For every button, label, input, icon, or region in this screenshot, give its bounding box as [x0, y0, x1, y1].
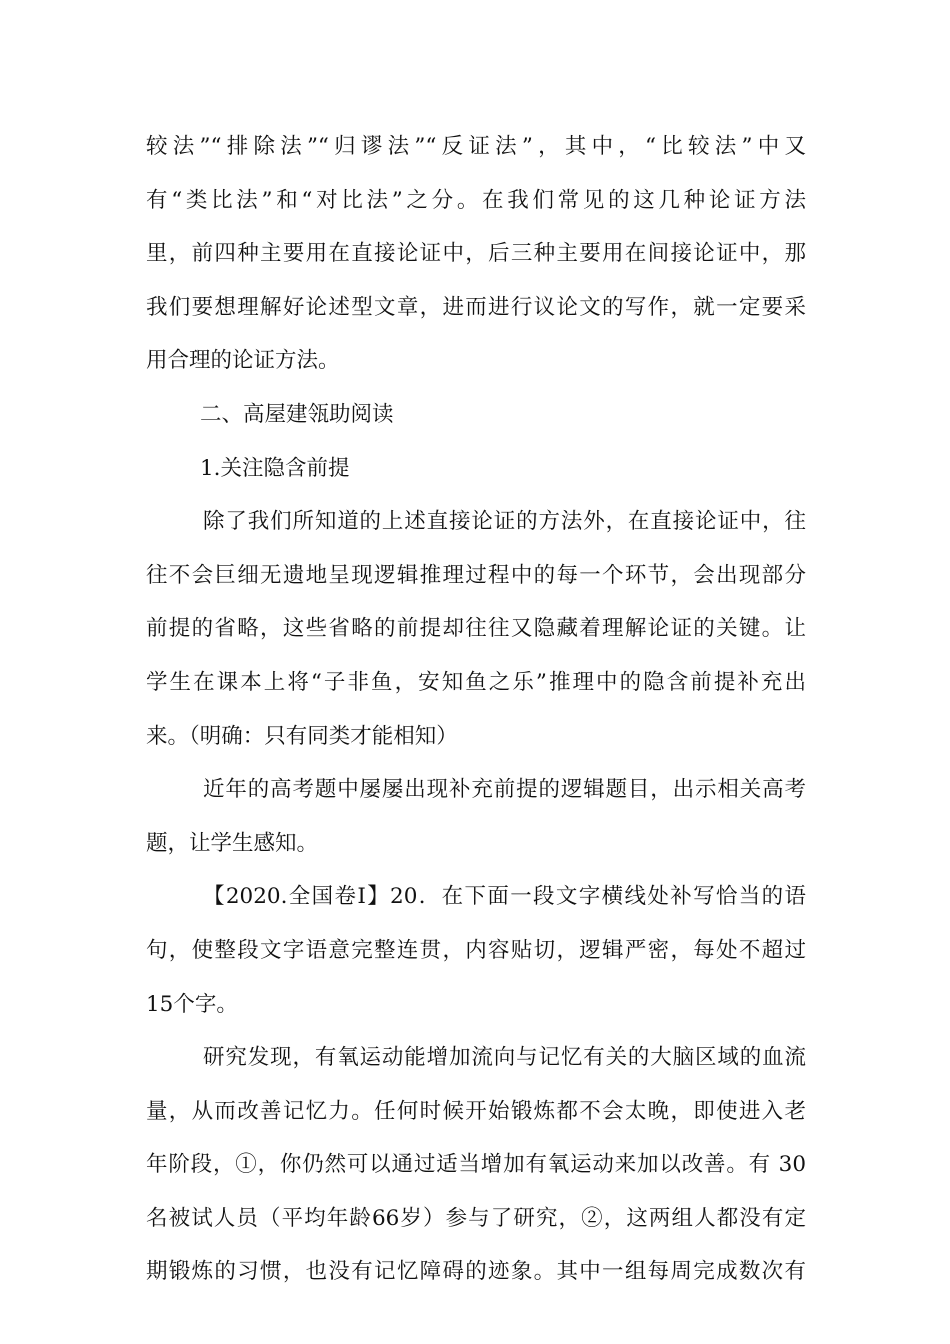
text-line: 往不会巨细无遗地呈现逻辑推理过程中的每一个环节，会出现部分	[146, 562, 806, 588]
text-line: 我们要想理解好论述型文章，进而进行议论文的写作，就一定要采	[146, 294, 806, 320]
subsection-heading: 1.关注隐含前提	[200, 455, 350, 481]
document-page	[146, 120, 806, 1299]
question-line: 【2020.全国卷Ⅰ】20．在下面一段文字横线处补写恰当的语	[203, 884, 806, 910]
text-line: 里，前四种主要用在直接论证中，后三种主要用在间接论证中，那	[146, 241, 806, 267]
question-line: 15个字。	[146, 991, 238, 1017]
text-line: 学生在课本上将“子非鱼，安知鱼之乐”推理中的隐含前提补充出	[146, 669, 806, 695]
text-line: 用合理的论证方法。	[146, 348, 340, 374]
text-line: 除了我们所知道的上述直接论证的方法外，在直接论证中，往	[203, 509, 806, 535]
text-line: 近年的高考题中屡屡出现补充前提的逻辑题目，出示相关高考	[203, 777, 806, 803]
passage-line: 年阶段，①，你仍然可以通过适当增加有氧运动来加以改善。有 30	[146, 1152, 806, 1178]
passage-line: 期锻炼的习惯，也没有记忆障碍的迹象。其中一组每周完成数次有	[146, 1259, 806, 1285]
question-line: 句，使整段文字语意完整连贯，内容贴切，逻辑严密，每处不超过	[146, 937, 806, 963]
text-line: 有“类比法”和“对比法”之分。在我们常见的这几种论证方法	[146, 187, 806, 213]
text-line: 来。（明确：只有同类才能相知）	[146, 723, 458, 749]
text-line: 较法”“排除法”“归谬法”“反证法”，其中，“比较法”中又	[146, 134, 806, 159]
passage-line: 研究发现，有氧运动能增加流向与记忆有关的大脑区域的血流	[203, 1045, 806, 1071]
passage-line: 名被试人员（平均年龄66岁）参与了研究，②，这两组人都没有定	[146, 1205, 806, 1231]
passage-line: 量，从而改善记忆力。任何时候开始锻炼都不会太晚，即使进入老	[146, 1098, 806, 1124]
text-line: 前提的省略，这些省略的前提却往往又隐藏着理解论证的关键。让	[146, 616, 806, 642]
section-heading: 二、高屋建瓴助阅读	[200, 401, 394, 427]
text-line: 题，让学生感知。	[146, 830, 319, 856]
